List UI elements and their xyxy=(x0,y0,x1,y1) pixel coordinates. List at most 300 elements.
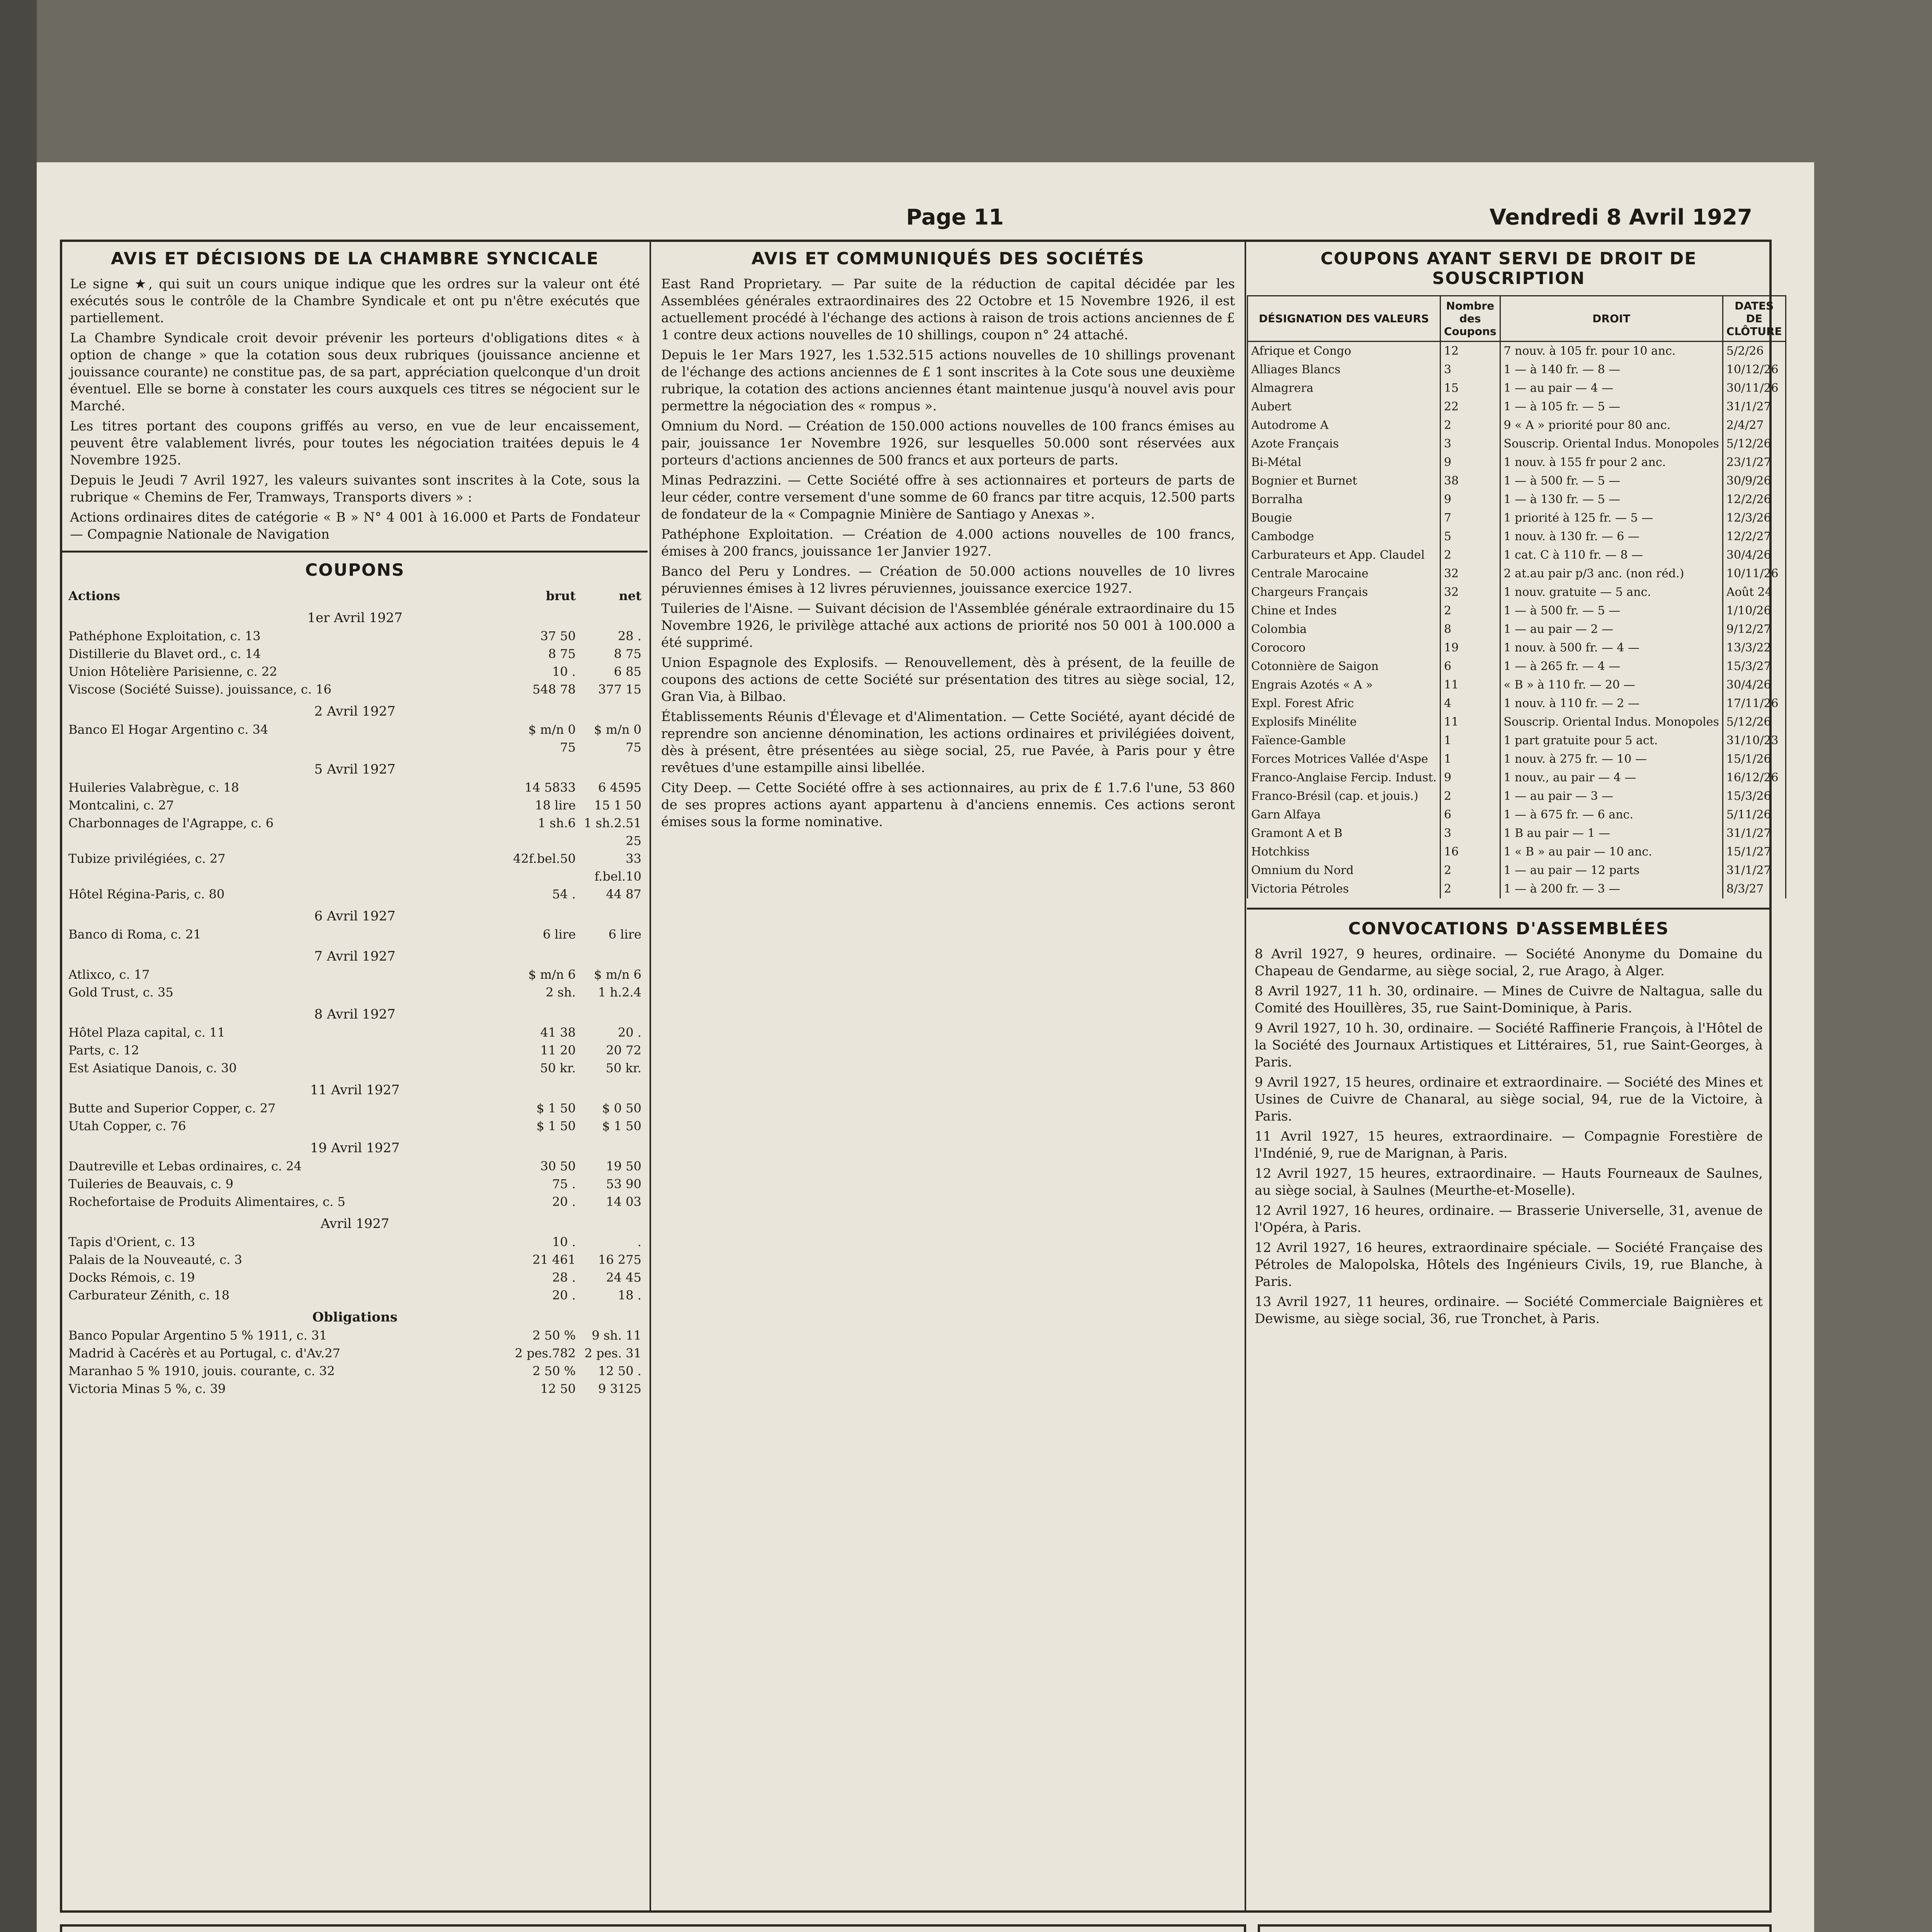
cell: 15/1/26 xyxy=(1723,750,1786,769)
cell: 5/2/26 xyxy=(1723,342,1786,361)
coupon-row xyxy=(68,1041,641,1059)
column-chambre-syndicale xyxy=(62,242,648,1911)
coupon-row xyxy=(68,663,641,680)
coupon-row xyxy=(68,925,641,943)
coupon-brut: $ 1 50 xyxy=(536,1119,576,1133)
avis-societes-p1: East Rand Proprietary. — Par suite de la réduction de capital décidée par les Assemblées générales extraordinaires des 22 Octobre et 15 Novembre 1926, il est actuellement procédé à l'échange des actions à raison de trois actions anciennes de £ 1 contre deux actions nouvelles de 10 shillings, coupon n° 24 attaché. xyxy=(661,276,1235,343)
coupon-brut: 21 461 xyxy=(532,1252,576,1267)
cell: 12/2/27 xyxy=(1723,527,1786,546)
avis-chambre-p1: Le signe ★, qui suit un cours unique indique que les ordres sur la valeur ont été exécutés sous le contrôle de la Chambre Syndicale et ont pu n'être exécutés que partiellement. xyxy=(70,276,640,326)
obligations-heading: Obligations xyxy=(312,1310,398,1325)
coupon-net: 28 . xyxy=(617,629,641,643)
table-row xyxy=(1248,880,1786,898)
cell: Bognier et Burnet xyxy=(1248,472,1440,490)
cell: 2 xyxy=(1440,602,1500,620)
coupon-row xyxy=(68,1344,641,1362)
cours-valeurs-rachetees xyxy=(60,1924,1246,1932)
cell: Souscrip. Oriental Indus. Monopoles xyxy=(1500,435,1723,453)
coupons-date-4: 6 Avril 1927 xyxy=(314,908,396,924)
avis-societes-p10: City Deep. — Cette Société offre à ses actionnaires, au prix de £ 1.7.6 l'une, 53 860 de ses propres actions ayant appartenu à d'anciens ennemis. Ces actions seront émises sous la forme nominative. xyxy=(661,780,1235,830)
cell: 9 « A » priorité pour 80 anc. xyxy=(1500,416,1723,435)
coupon-row xyxy=(68,850,641,885)
cell: Victoria Pétroles xyxy=(1248,880,1440,898)
cell: 1 — à 265 fr. — 4 — xyxy=(1500,657,1723,676)
coupons-date-3: 5 Avril 1927 xyxy=(314,762,396,777)
cell: Corocoro xyxy=(1248,639,1440,657)
coupon-brut: $ 1 50 xyxy=(536,1101,576,1116)
cell: 7 nouv. à 105 fr. pour 10 anc. xyxy=(1500,342,1723,361)
table-row xyxy=(1248,731,1786,750)
coupon-row xyxy=(68,983,641,1001)
avis-societes-p4: Minas Pedrazzini. — Cette Société offre à ses actionnaires et porteurs de parts de leur céder, contre versement d'une somme de 60 francs par titre acquis, 12.500 parts de fondateur de la « Compagnie Minière de Santiago y Anexas ». xyxy=(661,473,1235,522)
coupon-net: 24 45 xyxy=(606,1270,641,1285)
cell: 22 xyxy=(1440,398,1500,416)
cell: Bougie xyxy=(1248,509,1440,527)
table-row xyxy=(1248,676,1786,694)
coupon-brut: 2 50 % xyxy=(532,1328,576,1343)
cell: Franco-Anglaise Fercip. Indust. xyxy=(1248,769,1440,787)
table-row xyxy=(1248,565,1786,583)
coupon-name: Butte and Superior Copper, c. 27 xyxy=(68,1101,276,1116)
cell: Hotchkiss xyxy=(1248,843,1440,861)
cell: 12/3/26 xyxy=(1723,509,1786,527)
cell: 1 — à 200 fr. — 3 — xyxy=(1500,880,1723,898)
cell: 1 nouv. à 110 fr. — 2 — xyxy=(1500,694,1723,713)
coupon-row xyxy=(68,1024,641,1041)
cell: Explosifs Minélite xyxy=(1248,713,1440,731)
coupon-brut: 75 . xyxy=(552,1177,576,1191)
coupon-net: 2 pes. 31 xyxy=(584,1346,641,1361)
column-avis-societes xyxy=(653,242,1243,1911)
coupon-brut: 10 . xyxy=(552,1235,576,1249)
coupon-net: 377 15 xyxy=(598,682,641,697)
table-row xyxy=(1248,602,1786,620)
table-row xyxy=(1248,453,1786,472)
coupon-brut: 37 50 xyxy=(540,629,576,643)
coupon-row xyxy=(68,796,641,814)
table-row xyxy=(1248,657,1786,676)
table-row xyxy=(1248,713,1786,731)
cell: 5/12/26 xyxy=(1723,435,1786,453)
cell: Autodrome A xyxy=(1248,416,1440,435)
cell: 8/3/27 xyxy=(1723,880,1786,898)
cell: 30/11/26 xyxy=(1723,379,1786,398)
cell: 2 xyxy=(1440,880,1500,898)
cell: Chargeurs Français xyxy=(1248,583,1440,602)
cell: 30/9/26 xyxy=(1723,472,1786,490)
cell: Almagrera xyxy=(1248,379,1440,398)
cell: 1 — à 105 fr. — 5 — xyxy=(1500,398,1723,416)
cell: 1 nouv. à 155 fr pour 2 anc. xyxy=(1500,453,1723,472)
coupon-name: Huileries Valabrègue, c. 18 xyxy=(68,780,239,795)
cell: Gramont A et B xyxy=(1248,824,1440,843)
cell: 31/1/27 xyxy=(1723,824,1786,843)
cell: 5 xyxy=(1440,527,1500,546)
cell: 1 xyxy=(1440,731,1500,750)
souscription-title: COUPONS AYANT SERVI DE DROIT DE SOUSCRIPTION xyxy=(1320,249,1697,288)
cell: Alliages Blancs xyxy=(1248,361,1440,379)
coupon-net: $ m/n 0 75 xyxy=(594,722,641,755)
coupon-net: 50 kr. xyxy=(605,1061,641,1075)
cell: 31/10/23 xyxy=(1723,731,1786,750)
table-row xyxy=(1248,435,1786,453)
convocation-3: 9 Avril 1927, 10 h. 30, ordinaire. — Société Raffinerie François, à l'Hôtel de la Société des Journaux Artistiques et Littéraires, 51, rue Saint-Georges, à Paris. xyxy=(1255,1020,1763,1070)
top-section xyxy=(60,240,1782,1913)
coupon-name: Pathéphone Exploitation, c. 13 xyxy=(68,629,261,643)
coupon-name: Dautreville et Lebas ordinaires, c. 24 xyxy=(68,1159,302,1173)
coupons-date-7: 11 Avril 1927 xyxy=(310,1082,400,1098)
souscription-col-droit: DROIT xyxy=(1500,296,1723,342)
cell: Azote Français xyxy=(1248,435,1440,453)
cell: 1 nouv. à 500 fr. — 4 — xyxy=(1500,639,1723,657)
cell: 2 xyxy=(1440,416,1500,435)
coupons-head-brut: brut xyxy=(546,588,576,603)
table-row xyxy=(1248,861,1786,880)
page-number: Page 11 xyxy=(906,205,1004,230)
coupon-name: Banco Popular Argentino 5 % 1911, c. 31 xyxy=(68,1328,327,1343)
page-header xyxy=(37,201,1814,236)
table-row xyxy=(1248,379,1786,398)
coupons-head-actions: Actions xyxy=(68,588,120,603)
coupons-date-6: 8 Avril 1927 xyxy=(314,1007,396,1022)
cell: 1 — à 140 fr. — 8 — xyxy=(1500,361,1723,379)
cell: 12 xyxy=(1440,342,1500,361)
cell: 15 xyxy=(1440,379,1500,398)
table-row xyxy=(1248,342,1786,361)
cell: 5/12/26 xyxy=(1723,713,1786,731)
coupon-name: Rochefortaise de Produits Alimentaires, c. 5 xyxy=(68,1194,345,1209)
coupon-name: Palais de la Nouveauté, c. 3 xyxy=(68,1252,242,1267)
coupon-brut: 14 5833 xyxy=(524,780,576,795)
avis-chambre-p3: Les titres portant des coupons griffés au verso, en vue de leur encaissement, peuvent être valablement livrés, pour toutes les négociation traitées depuis le 4 Novembre 1925. xyxy=(70,418,640,468)
cell: Cotonnière de Saigon xyxy=(1248,657,1440,676)
cell: 9 xyxy=(1440,769,1500,787)
convocation-6: 12 Avril 1927, 15 heures, extraordinaire. — Hauts Fourneaux de Saulnes, au siège social, à Saulnes (Meurthe-et-Moselle). xyxy=(1255,1166,1763,1198)
coupon-net: 1 sh.2.51 25 xyxy=(584,816,641,848)
table-row xyxy=(1248,769,1786,787)
cell: Garn Alfaya xyxy=(1248,806,1440,824)
avis-societes-p3: Omnium du Nord. — Création de 150.000 actions nouvelles de 100 francs émises au pair, jouissance 1er Novembre 1926, sur lesquelles 50.000 sont réservées aux porteurs d'actions anciennes de 500 francs et aux porteurs de parts. xyxy=(661,418,1235,468)
cell: 1 nouv. à 275 fr. — 10 — xyxy=(1500,750,1723,769)
avis-societes-p8: Union Espagnole des Explosifs. — Renouvellement, dès à présent, de la feuille de coupons des actions de cette Société sur présentation des titres au siège social, 12, Gran Via, à Bilbao. xyxy=(661,655,1235,704)
coupon-row xyxy=(68,1117,641,1135)
table-row xyxy=(1248,750,1786,769)
convocation-8: 12 Avril 1927, 16 heures, extraordinaire spéciale. — Société Française des Pétroles de Malopolska, Hôtels des Ingénieurs Civils, 19, rue Blanche, à Paris. xyxy=(1255,1240,1763,1289)
cell: 23/1/27 xyxy=(1723,453,1786,472)
cell: 1 nouv. gratuite — 5 anc. xyxy=(1500,583,1723,602)
coupon-name: Est Asiatique Danois, c. 30 xyxy=(68,1061,237,1075)
cell: 3 xyxy=(1440,435,1500,453)
coupon-name: Banco El Hogar Argentino c. 34 xyxy=(68,722,269,737)
souscription-col-coupons: Nombre des Coupons xyxy=(1440,296,1500,342)
avis-societes-p7: Tuileries de l'Aisne. — Suivant décision de l'Assemblée générale extraordinaire du 15 Novembre 1926, le privilège attaché aux actions de priorité nos 50 001 à 100.000 a été supprimé. xyxy=(661,601,1235,650)
coupon-name: Hôtel Plaza capital, c. 11 xyxy=(68,1025,225,1040)
souscription-col-dates: DATES DE CLÔTURE xyxy=(1723,296,1786,342)
cell: 1 cat. C à 110 fr. — 8 — xyxy=(1500,546,1723,565)
table-row xyxy=(1248,546,1786,565)
coupon-net: $ m/n 6 xyxy=(594,967,641,982)
cell: Forces Motrices Vallée d'Aspe xyxy=(1248,750,1440,769)
coupon-net: 15 1 50 xyxy=(594,798,641,813)
coupon-net: 12 50 . xyxy=(598,1364,641,1378)
table-row xyxy=(1248,843,1786,861)
cell: 30/4/26 xyxy=(1723,546,1786,565)
cell: 10/11/26 xyxy=(1723,565,1786,583)
cell: 16/12/26 xyxy=(1723,769,1786,787)
coupons-date-9: Avril 1927 xyxy=(320,1216,389,1231)
cell: 1 — à 500 fr. — 5 — xyxy=(1500,602,1723,620)
cell: Bi-Métal xyxy=(1248,453,1440,472)
coupon-name: Viscose (Société Suisse). jouissance, c. 16 xyxy=(68,682,332,697)
coupon-brut: $ m/n 0 75 xyxy=(528,722,576,755)
table-row xyxy=(1248,398,1786,416)
cell: 1/10/26 xyxy=(1723,602,1786,620)
cell: 15/3/26 xyxy=(1723,787,1786,806)
cell: 11 xyxy=(1440,713,1500,731)
column-souscription xyxy=(1247,242,1782,1911)
cell: 2 xyxy=(1440,861,1500,880)
coupon-name: Victoria Minas 5 %, c. 39 xyxy=(68,1381,226,1396)
avis-chambre-p5: Actions ordinaires dites de catégorie « B » N° 4 001 à 16.000 et Parts de Fondateur — Compagnie Nationale de Navigation xyxy=(70,510,640,542)
cell: 1 — au pair — 12 parts xyxy=(1500,861,1723,880)
coupon-name: Atlixco, c. 17 xyxy=(68,967,150,982)
cell: Chine et Indes xyxy=(1248,602,1440,620)
page-date: Vendredi 8 Avril 1927 xyxy=(1489,205,1752,230)
cell: 38 xyxy=(1440,472,1500,490)
cell: Août 24 xyxy=(1723,583,1786,602)
coupon-net: 8 75 xyxy=(614,646,641,661)
coupon-name: Hôtel Régina-Paris, c. 80 xyxy=(68,887,225,901)
cell: 1 nouv., au pair — 4 — xyxy=(1500,769,1723,787)
coupon-brut: 42f.bel.50 xyxy=(513,851,576,866)
cell: 19 xyxy=(1440,639,1500,657)
coupon-row xyxy=(68,1059,641,1077)
coupon-row xyxy=(68,1380,641,1398)
cell: Afrique et Congo xyxy=(1248,342,1440,361)
cell: 15/1/27 xyxy=(1723,843,1786,861)
coupon-name: Parts, c. 12 xyxy=(68,1043,139,1058)
cell: 1 nouv. à 130 fr. — 6 — xyxy=(1500,527,1723,546)
coupons-date-8: 19 Avril 1927 xyxy=(310,1140,400,1156)
coupon-name: Docks Rémois, c. 19 xyxy=(68,1270,195,1285)
book-spine xyxy=(0,0,37,1932)
newspaper-page xyxy=(37,162,1814,1932)
coupon-net: 9 3125 xyxy=(598,1381,641,1396)
cell: 31/1/27 xyxy=(1723,861,1786,880)
table-row xyxy=(1248,583,1786,602)
coupon-brut: 6 lire xyxy=(543,927,576,942)
coupon-name: Distillerie du Blavet ord., c. 14 xyxy=(68,646,261,661)
coupon-row xyxy=(68,721,641,756)
cell: 8 xyxy=(1440,620,1500,639)
table-row xyxy=(1248,787,1786,806)
cell: 1 — à 675 fr. — 6 anc. xyxy=(1500,806,1723,824)
cell: 13/3/22 xyxy=(1723,639,1786,657)
coupon-name: Tuileries de Beauvais, c. 9 xyxy=(68,1177,233,1191)
cell: 3 xyxy=(1440,361,1500,379)
cell: 2 xyxy=(1440,546,1500,565)
cell: 1 B au pair — 1 — xyxy=(1500,824,1723,843)
table-row xyxy=(1248,527,1786,546)
cell: 12/2/26 xyxy=(1723,490,1786,509)
cell: 2/4/27 xyxy=(1723,416,1786,435)
avis-chambre-title: AVIS ET DÉCISIONS DE LA CHAMBRE SYNCICALE xyxy=(111,249,599,269)
table-row xyxy=(1248,416,1786,435)
cell: Borralha xyxy=(1248,490,1440,509)
coupon-net: $ 1 50 xyxy=(602,1119,641,1133)
convocation-1: 8 Avril 1927, 9 heures, ordinaire. — Société Anonyme du Domaine du Chapeau de Gendarme, au siège social, 2, rue Arago, à Alger. xyxy=(1255,946,1763,979)
table-row xyxy=(1248,639,1786,657)
avis-societes-p6: Banco del Peru y Londres. — Création de 50.000 actions nouvelles de 10 livres péruviennes émises à 12 livres péruviennes, jouissance exercice 1927. xyxy=(661,564,1235,596)
souscription-col-designation: DÉSIGNATION DES VALEURS xyxy=(1248,296,1440,342)
coupons-date-2: 2 Avril 1927 xyxy=(314,704,396,719)
table-row xyxy=(1248,824,1786,843)
cell: Colombia xyxy=(1248,620,1440,639)
avis-chambre-p2: La Chambre Syndicale croit devoir prévenir les porteurs d'obligations dites « à option de change » que la cotation sous deux rubriques (jouissance ancienne et jouissance courante) ne constitue pas, de sa part, appréciation quelconque d'un droit éventuel. Elle se borne à constater les cours auxquels ces titres se négocient sur le Marché. xyxy=(70,330,640,414)
souscription-table xyxy=(1247,295,1786,898)
coupon-name: Charbonnages de l'Agrappe, c. 6 xyxy=(68,816,274,830)
cell: 5/11/26 xyxy=(1723,806,1786,824)
cell: 10/12/26 xyxy=(1723,361,1786,379)
coupon-row xyxy=(68,966,641,983)
coupon-row xyxy=(68,1362,641,1380)
coupon-brut: 2 50 % xyxy=(532,1364,576,1378)
cell: Franco-Brésil (cap. et jouis.) xyxy=(1248,787,1440,806)
coupon-brut: 2 pes.782 xyxy=(515,1346,576,1361)
table-row xyxy=(1248,361,1786,379)
avis-societes-p9: Établissements Réunis d'Élevage et d'Alimentation. — Cette Société, ayant décidé de reprendre son ancienne dénomination, les actions ordinaires et privilégiées doivent, dès à présent, être présentées au siège social, 25, rue Pavée, à Paris pour y être revêtues d'une estampille ainsi libellée. xyxy=(661,709,1235,776)
coupon-row xyxy=(68,627,641,645)
coupon-row xyxy=(68,1233,641,1251)
coupon-row xyxy=(68,814,641,850)
coupons-date-5: 7 Avril 1927 xyxy=(314,949,396,964)
coupon-net: 6 lire xyxy=(608,927,641,942)
coupon-net: 1 h.2.4 xyxy=(598,985,641,1000)
avis-societes-title: AVIS ET COMMUNIQUÉS DES SOCIÉTÉS xyxy=(751,249,1145,269)
coupon-net: . xyxy=(637,1235,641,1249)
coupon-row xyxy=(68,1327,641,1344)
cell: Faïence-Gamble xyxy=(1248,731,1440,750)
cell: 3 xyxy=(1440,824,1500,843)
coupon-name: Gold Trust, c. 35 xyxy=(68,985,173,1000)
coupon-net: 6 85 xyxy=(614,664,641,679)
coupon-brut: 8 75 xyxy=(548,646,576,661)
coupon-brut: 548 78 xyxy=(532,682,576,697)
coupon-brut: 11 20 xyxy=(540,1043,576,1058)
coupon-name: Utah Copper, c. 76 xyxy=(68,1119,186,1133)
convocation-5: 11 Avril 1927, 15 heures, extraordinaire. — Compagnie Forestière de l'Indénié, 9, rue de Marignan, à Paris. xyxy=(1255,1129,1763,1161)
table-row xyxy=(1248,620,1786,639)
cell: 1 — au pair — 4 — xyxy=(1500,379,1723,398)
coupon-net: $ 0 50 xyxy=(602,1101,641,1116)
convocation-9: 13 Avril 1927, 11 heures, ordinaire. — Société Commerciale Baignières et Dewisme, au siège social, 36, rue Tronchet, à Paris. xyxy=(1255,1294,1763,1327)
cell: 31/1/27 xyxy=(1723,398,1786,416)
coupon-net: 9 sh. 11 xyxy=(592,1328,641,1343)
cell: Centrale Marocaine xyxy=(1248,565,1440,583)
coupon-name: Union Hôtelière Parisienne, c. 22 xyxy=(68,664,277,679)
cell: 7 xyxy=(1440,509,1500,527)
avis-societes-p5: Pathéphone Exploitation. — Création de 4.000 actions nouvelles de 100 francs, émises à 200 francs, jouissance 1er Janvier 1927. xyxy=(661,527,1235,559)
cell: 1 priorité à 125 fr. — 5 — xyxy=(1500,509,1723,527)
avis-societes-p2: Depuis le 1er Mars 1927, les 1.532.515 actions nouvelles de 10 shillings provenant de l'échange des actions anciennes de £ 1 sont inscrites à la Cote sous une deuxième rubrique, la cotation des actions anciennes étant maintenue jusqu'à nouvel avis pour permettre la négociation des « rompus ». xyxy=(661,347,1235,414)
coupon-brut: 12 50 xyxy=(540,1381,576,1396)
coupons-date-1: 1er Avril 1927 xyxy=(307,610,403,626)
cell: 1 — à 500 fr. — 5 — xyxy=(1500,472,1723,490)
coupon-row xyxy=(68,885,641,903)
cell: 9/12/27 xyxy=(1723,620,1786,639)
convocation-7: 12 Avril 1927, 16 heures, ordinaire. — Brasserie Universelle, 31, avenue de l'Opéra, à Paris. xyxy=(1255,1203,1763,1235)
cell: Omnium du Nord xyxy=(1248,861,1440,880)
coupon-row xyxy=(68,680,641,698)
cell: 6 xyxy=(1440,657,1500,676)
cell: 15/3/27 xyxy=(1723,657,1786,676)
coupon-brut: 54 . xyxy=(552,887,576,901)
coupon-name: Banco di Roma, c. 21 xyxy=(68,927,201,942)
cell: 16 xyxy=(1440,843,1500,861)
coupon-brut: 20 . xyxy=(552,1194,576,1209)
table-row xyxy=(1248,472,1786,490)
coupon-brut: 2 sh. xyxy=(546,985,576,1000)
cell: Carburateurs et App. Claudel xyxy=(1248,546,1440,565)
coupon-brut: 1 sh.6 xyxy=(537,816,576,830)
cell: 6 xyxy=(1440,806,1500,824)
cell: 2 at.au pair p/3 anc. (non réd.) xyxy=(1500,565,1723,583)
coupon-net: 16 275 xyxy=(598,1252,641,1267)
coupon-row xyxy=(68,1157,641,1175)
coupon-brut: 30 50 xyxy=(540,1159,576,1173)
convocations-title: CONVOCATIONS D'ASSEMBLÉES xyxy=(1348,919,1669,939)
convocation-2: 8 Avril 1927, 11 h. 30, ordinaire. — Mines de Cuivre de Naltagua, salle du Comité des Houillères, 35, rue Saint-Dominique, à Paris. xyxy=(1255,983,1763,1016)
cell: 1 — au pair — 3 — xyxy=(1500,787,1723,806)
cell: Cambodge xyxy=(1248,527,1440,546)
coupon-row xyxy=(68,1193,641,1211)
coupon-row xyxy=(68,779,641,796)
cell: 1 part gratuite pour 5 act. xyxy=(1500,731,1723,750)
cell: 1 xyxy=(1440,750,1500,769)
coupon-row xyxy=(68,645,641,663)
avis-chambre-p4: Depuis le Jeudi 7 Avril 1927, les valeurs suivantes sont inscrites à la Cote, sous la rubrique « Chemins de Fer, Tramways, Transports divers » : xyxy=(70,473,640,505)
cell: 32 xyxy=(1440,583,1500,602)
cell: 17/11/26 xyxy=(1723,694,1786,713)
coupon-brut: 41 38 xyxy=(540,1025,576,1040)
coupon-brut: 50 kr. xyxy=(540,1061,576,1075)
coupon-row xyxy=(68,1286,641,1304)
coupons-head-net: net xyxy=(619,588,641,603)
cell: « B » à 110 fr. — 20 — xyxy=(1500,676,1723,694)
cell: 11 xyxy=(1440,676,1500,694)
table-row xyxy=(1248,694,1786,713)
cell: Aubert xyxy=(1248,398,1440,416)
cell: 2 xyxy=(1440,787,1500,806)
cell: 1 — au pair — 2 — xyxy=(1500,620,1723,639)
coupon-name: Madrid à Cacérès et au Portugal, c. d'Av.27 xyxy=(68,1346,340,1361)
cell: Engrais Azotés « A » xyxy=(1248,676,1440,694)
cell: 9 xyxy=(1440,453,1500,472)
coupon-name: Montcalini, c. 27 xyxy=(68,798,174,813)
coupon-brut: 20 . xyxy=(552,1288,576,1303)
coupon-net: 53 90 xyxy=(606,1177,641,1191)
coupon-net: 6 4595 xyxy=(598,780,641,795)
coupon-brut: $ m/n 6 xyxy=(528,967,576,982)
cell: 1 — à 130 fr. — 5 — xyxy=(1500,490,1723,509)
coupons-title: COUPONS xyxy=(305,560,405,580)
coupon-brut: 10 . xyxy=(552,664,576,679)
droits-souscription xyxy=(1258,1924,1772,1932)
cell: 4 xyxy=(1440,694,1500,713)
coupon-net: 18 . xyxy=(617,1288,641,1303)
coupon-net: 20 . xyxy=(617,1025,641,1040)
table-row xyxy=(1248,806,1786,824)
